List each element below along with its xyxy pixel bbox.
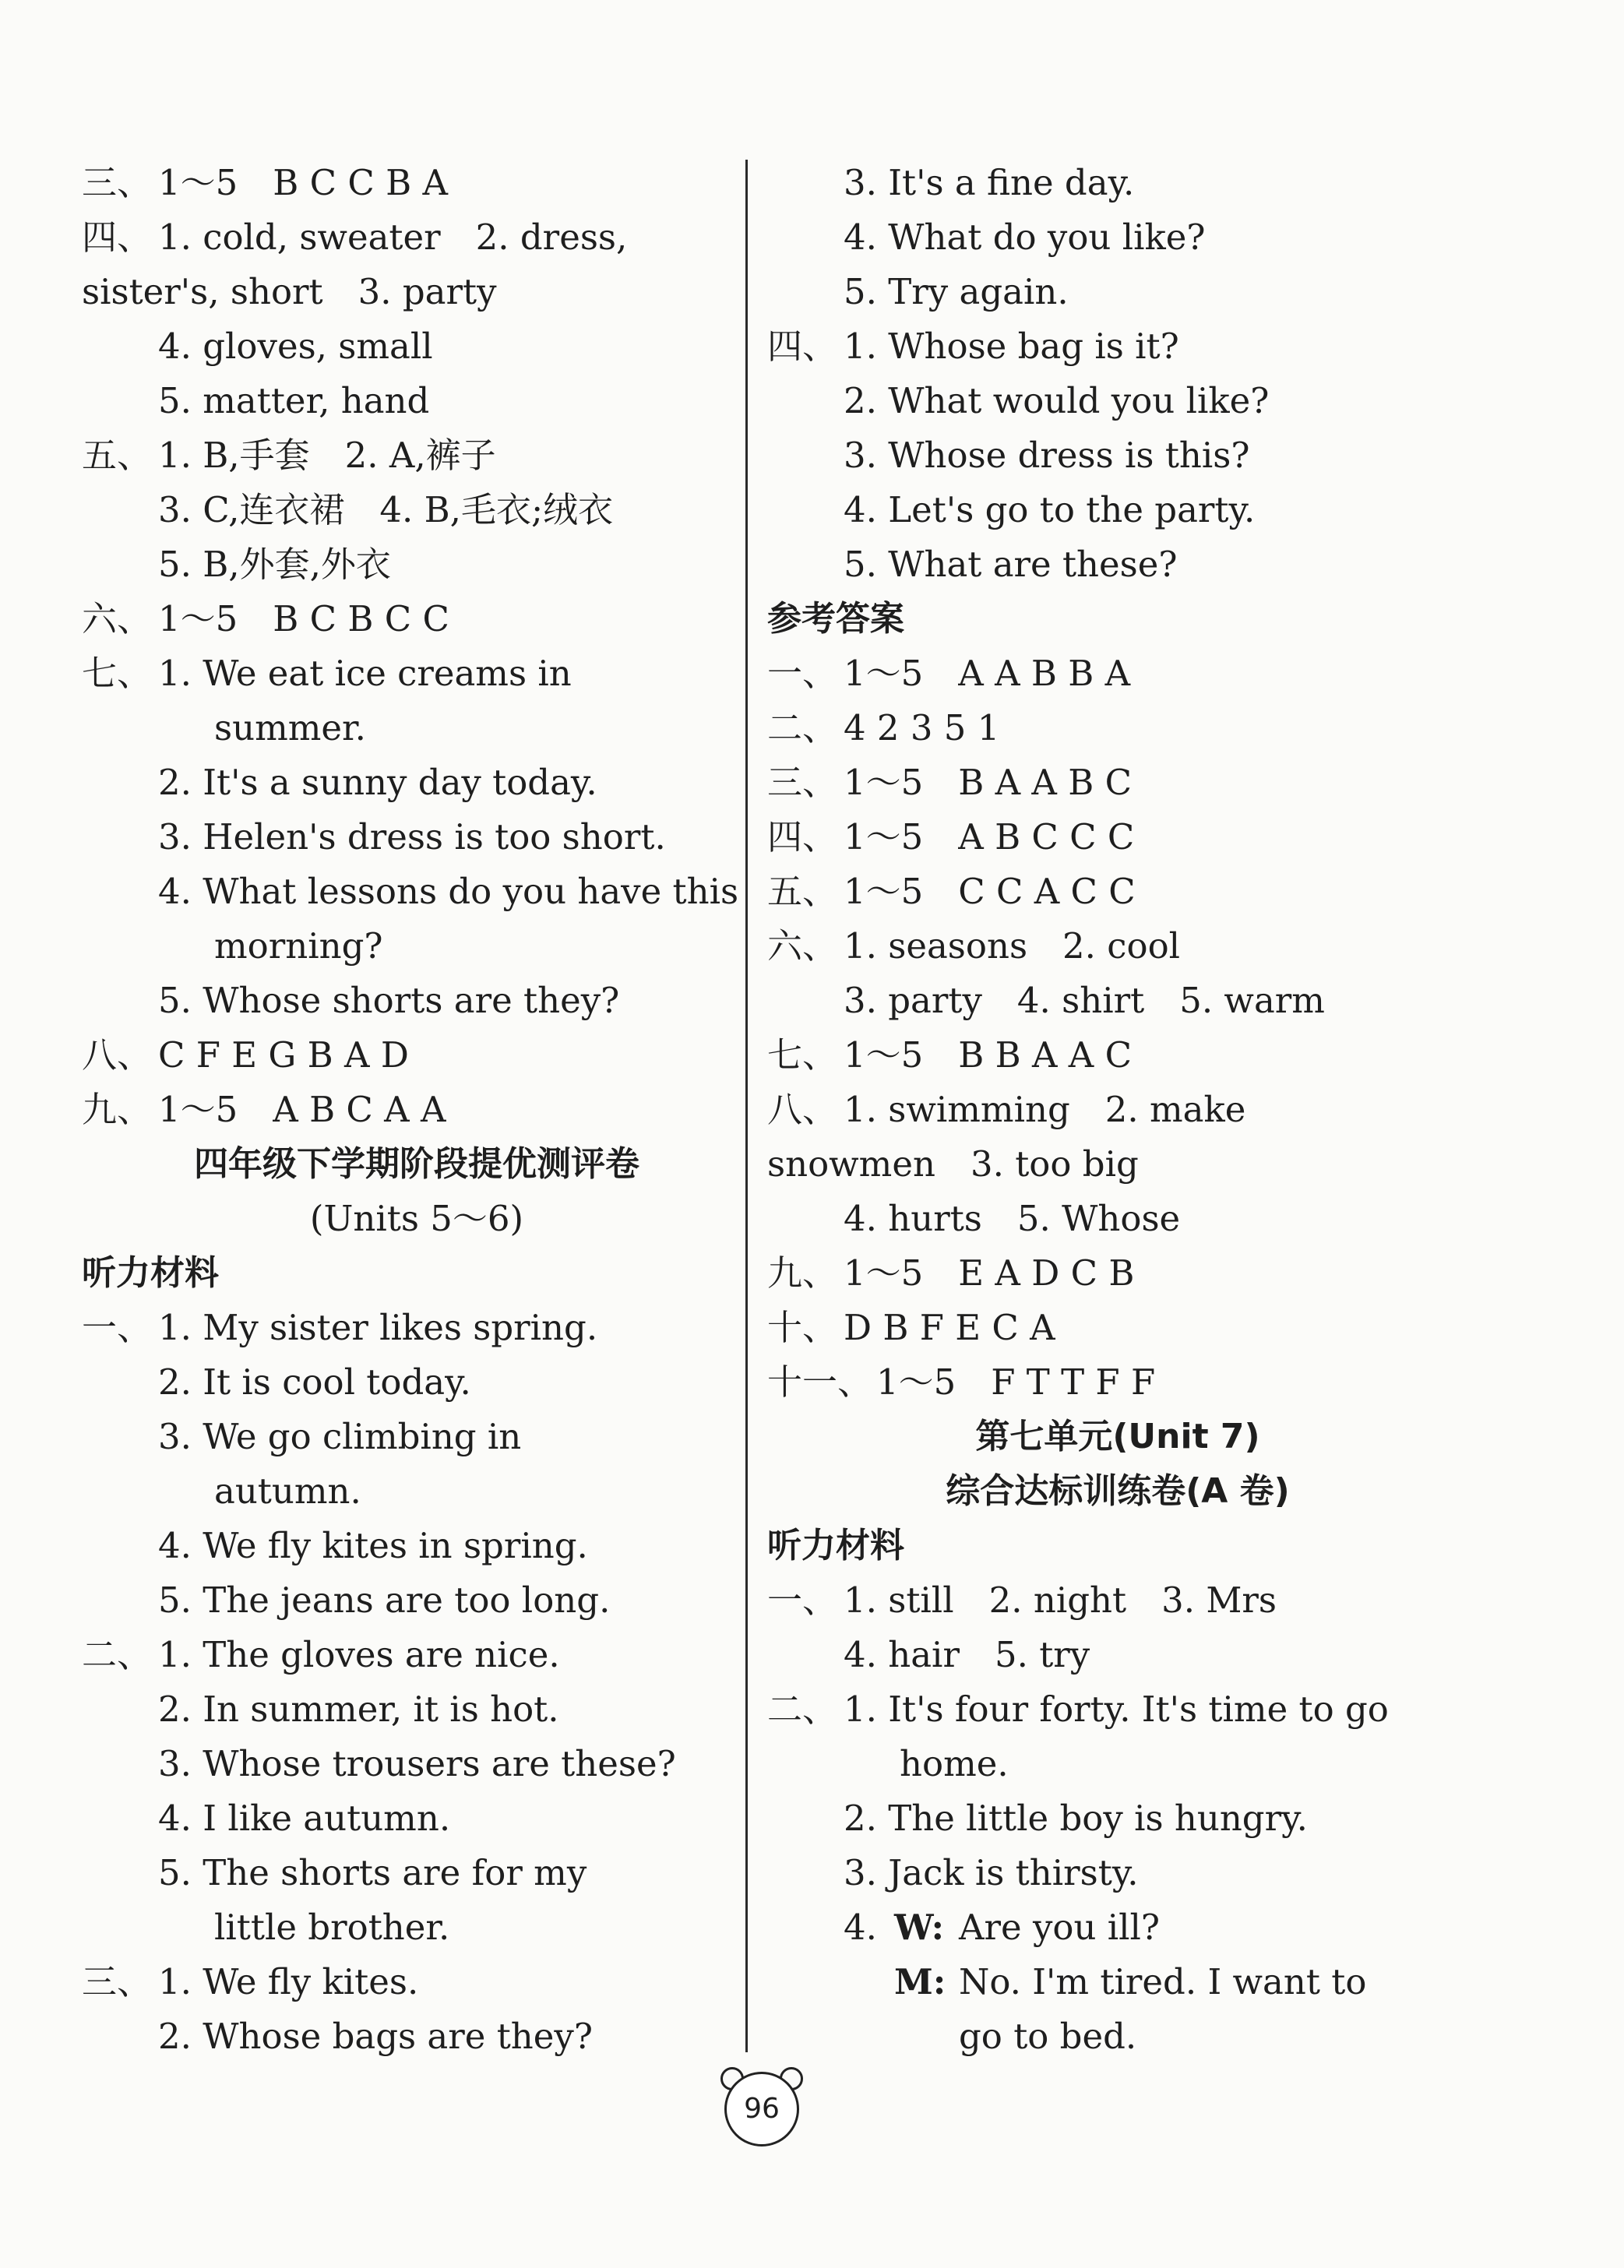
answer-line [767, 865, 1468, 919]
answer-text: 3. We go climbing in [158, 1416, 522, 1457]
page-number: 96 [724, 2072, 799, 2146]
answer-line [82, 1410, 752, 1464]
answer-line [82, 701, 752, 755]
answer-text: 4. I like autumn. [158, 1798, 451, 1839]
answer-text: 1～5 C C A C C [844, 871, 1136, 912]
question-number: 二、 [767, 1689, 838, 1730]
answer-line [82, 592, 752, 646]
answer-text: 4. Let's go to the party. [844, 489, 1256, 530]
answer-line [767, 810, 1468, 865]
section-heading: 参考答案 [767, 599, 904, 639]
question-number: 三、 [767, 762, 838, 803]
question-number: 十一、 [767, 1361, 873, 1403]
answer-text: 4. hair 5. try [844, 1634, 1090, 1675]
question-number: 三、 [82, 1961, 153, 2002]
answer-line [767, 374, 1468, 428]
answer-line [82, 865, 752, 919]
question-number: 一、 [767, 1580, 838, 1621]
question-number: 四、 [767, 816, 838, 858]
question-number: 八、 [767, 1089, 838, 1130]
answer-line [767, 2009, 1468, 2064]
answer-text: 3. It's a fine day. [844, 162, 1135, 203]
answer-line [767, 1301, 1468, 1355]
answer-text: 1～5 F T T F F [876, 1361, 1156, 1403]
answer-line [82, 1900, 752, 1955]
answer-line [767, 210, 1468, 265]
answer-text: 2. In summer, it is hot. [158, 1689, 559, 1730]
question-number: 六、 [82, 598, 153, 639]
answer-text: 1. The gloves are nice. [158, 1634, 560, 1675]
answer-text: 5. What are these? [844, 544, 1178, 585]
answer-text: 1. cold, sweater 2. dress, [158, 217, 628, 258]
answer-line [767, 1137, 1468, 1192]
answer-line [767, 755, 1468, 810]
answer-line [82, 428, 752, 483]
answer-text: 1. It's four forty. It's time to go [844, 1689, 1389, 1730]
answer-line [82, 1682, 752, 1737]
question-number: 五、 [82, 435, 153, 476]
answer-text: snowmen 3. too big [767, 1143, 1139, 1185]
answer-text: sister's, short 3. party [82, 271, 497, 312]
answer-line [767, 1355, 1468, 1410]
answer-text: summer. [214, 707, 366, 748]
answer-text: 1～5 B C C B A [158, 162, 448, 203]
answer-text: C F E G B A D [158, 1034, 409, 1076]
page-number-badge [705, 2064, 822, 2150]
answer-text: 3. Whose dress is this? [844, 435, 1250, 476]
answer-line [82, 646, 752, 701]
question-number: 九、 [767, 1252, 838, 1294]
answer-line [82, 374, 752, 428]
section-title: 综合达标训练卷(A 卷) [946, 1471, 1290, 1511]
answer-text: 4. hurts 5. Whose [844, 1198, 1181, 1239]
answer-line [82, 1083, 752, 1137]
answer-text: 1. My sister likes spring. [158, 1307, 598, 1348]
section-subtitle: (Units 5～6) [309, 1198, 524, 1239]
answer-line [82, 1846, 752, 1900]
answer-text: 4. gloves, small [158, 326, 433, 367]
answer-text: 1. Whose bag is it? [844, 326, 1179, 367]
answer-line [767, 1791, 1468, 1846]
answer-line [767, 1573, 1468, 1628]
left-column [82, 156, 752, 2064]
answer-text: 5. The shorts are for my [158, 1852, 587, 1893]
question-number: 一、 [767, 653, 838, 694]
answer-line [82, 537, 752, 592]
answer-line [767, 1682, 1468, 1737]
answer-text: 3. C,连衣裙 4. B,毛衣;绒衣 [158, 489, 614, 530]
answer-text: 1. B,手套 2. A,裤子 [158, 435, 496, 476]
answer-text: 2. The little boy is hungry. [844, 1798, 1308, 1839]
answer-text: 1～5 A B C C C [844, 816, 1135, 858]
answer-text: 2. Whose bags are they? [158, 2016, 593, 2057]
answer-text: go to bed. [959, 2016, 1137, 2057]
speaker-label: W: [894, 1907, 945, 1948]
answer-line [767, 1955, 1468, 2009]
answer-text: little brother. [214, 1907, 450, 1948]
section-heading: 听力材料 [767, 1526, 904, 1565]
answer-text: 3. party 4. shirt 5. warm [844, 980, 1325, 1021]
answer-text: 3. Jack is thirsty. [844, 1852, 1139, 1893]
answer-text: 1. still 2. night 3. Mrs [844, 1580, 1277, 1621]
answer-line [82, 483, 752, 537]
answer-line [767, 265, 1468, 319]
answer-line [82, 1628, 752, 1682]
column-divider [745, 160, 748, 2052]
answer-line [767, 919, 1468, 974]
speech-text: Are you ill? [959, 1907, 1161, 1948]
answer-line [82, 810, 752, 865]
answer-line [82, 919, 752, 974]
question-number: 七、 [767, 1034, 838, 1076]
answer-text: 3. Whose trousers are these? [158, 1743, 676, 1784]
answer-text: 1. swimming 2. make [844, 1089, 1246, 1130]
answer-line [82, 1301, 752, 1355]
answer-line [82, 1573, 752, 1628]
answer-line [82, 1355, 752, 1410]
answer-text: 3. Helen's dress is too short. [158, 816, 666, 858]
answer-line [82, 210, 752, 265]
answer-text: 1～5 A A B B A [844, 653, 1131, 694]
answer-line [82, 1791, 752, 1846]
item-number: 4. [844, 1907, 877, 1948]
question-number: 一、 [82, 1307, 153, 1348]
answer-text: 5. Whose shorts are they? [158, 980, 620, 1021]
answer-line [82, 1519, 752, 1573]
answer-text: 4. What do you like? [844, 217, 1206, 258]
answer-line [767, 1246, 1468, 1301]
answer-line [767, 319, 1468, 374]
answer-text: 5. Try again. [844, 271, 1069, 312]
section-title: 第七单元(Unit 7) [975, 1417, 1260, 1456]
answer-text: 4 2 3 5 1 [844, 707, 1000, 748]
answer-text: 1. We eat ice creams in [158, 653, 572, 694]
answer-text: 1～5 B C B C C [158, 598, 449, 639]
right-column [767, 156, 1468, 2064]
answer-line [82, 1955, 752, 2009]
question-number: 三、 [82, 162, 153, 203]
answer-line [767, 701, 1468, 755]
answer-text: 5. B,外套,外衣 [158, 544, 391, 585]
answer-text: 2. It's a sunny day today. [158, 762, 597, 803]
answer-text: autumn. [214, 1470, 361, 1512]
speech-text: No. I'm tired. I want to [959, 1961, 1367, 2002]
question-number: 五、 [767, 871, 838, 912]
answer-text: 1. seasons 2. cool [844, 925, 1181, 967]
answer-text: 5. matter, hand [158, 380, 430, 421]
answer-line [767, 1028, 1468, 1083]
answer-line [767, 974, 1468, 1028]
answer-line [767, 1083, 1468, 1137]
answer-text: 2. What would you like? [844, 380, 1270, 421]
answer-line [767, 1846, 1468, 1900]
answer-line [82, 319, 752, 374]
question-number: 二、 [767, 707, 838, 748]
question-number: 四、 [82, 217, 153, 258]
answer-line [767, 156, 1468, 210]
answer-line [82, 156, 752, 210]
answer-line [82, 1028, 752, 1083]
section-heading: 听力材料 [82, 1253, 219, 1293]
question-number: 八、 [82, 1034, 153, 1076]
answer-line [82, 974, 752, 1028]
section-title: 四年级下学期阶段提优测评卷 [194, 1144, 639, 1184]
speaker-label: M: [894, 1961, 946, 2002]
answer-line [82, 1464, 752, 1519]
answer-line [767, 1628, 1468, 1682]
question-number: 四、 [767, 326, 838, 367]
answer-line [767, 537, 1468, 592]
answer-line [767, 1737, 1468, 1791]
answer-text: 1～5 A B C A A [158, 1089, 446, 1130]
answer-text: 5. The jeans are too long. [158, 1580, 611, 1621]
answer-line [82, 2009, 752, 2064]
question-number: 十、 [767, 1307, 838, 1348]
answer-line [767, 646, 1468, 701]
answer-line [767, 1192, 1468, 1246]
answer-text: 1～5 B B A A C [844, 1034, 1133, 1076]
answer-text: morning? [214, 925, 383, 967]
answer-text: 1～5 B A A B C [844, 762, 1133, 803]
question-number: 九、 [82, 1089, 153, 1130]
answer-line [767, 483, 1468, 537]
answer-text: 2. It is cool today. [158, 1361, 471, 1403]
answer-line [82, 265, 752, 319]
answer-line [767, 428, 1468, 483]
answer-text: home. [900, 1743, 1009, 1784]
question-number: 七、 [82, 653, 153, 694]
answer-line [82, 755, 752, 810]
answer-line [82, 1737, 752, 1791]
question-number: 六、 [767, 925, 838, 967]
answer-text: 1. We fly kites. [158, 1961, 419, 2002]
answer-text: 4. What lessons do you have this [158, 871, 739, 912]
question-number: 二、 [82, 1634, 153, 1675]
answer-text: D B F E C A [844, 1307, 1055, 1348]
answer-line [767, 1900, 1468, 1955]
answer-text: 4. We fly kites in spring. [158, 1525, 588, 1566]
answer-text: 1～5 E A D C B [844, 1252, 1135, 1294]
